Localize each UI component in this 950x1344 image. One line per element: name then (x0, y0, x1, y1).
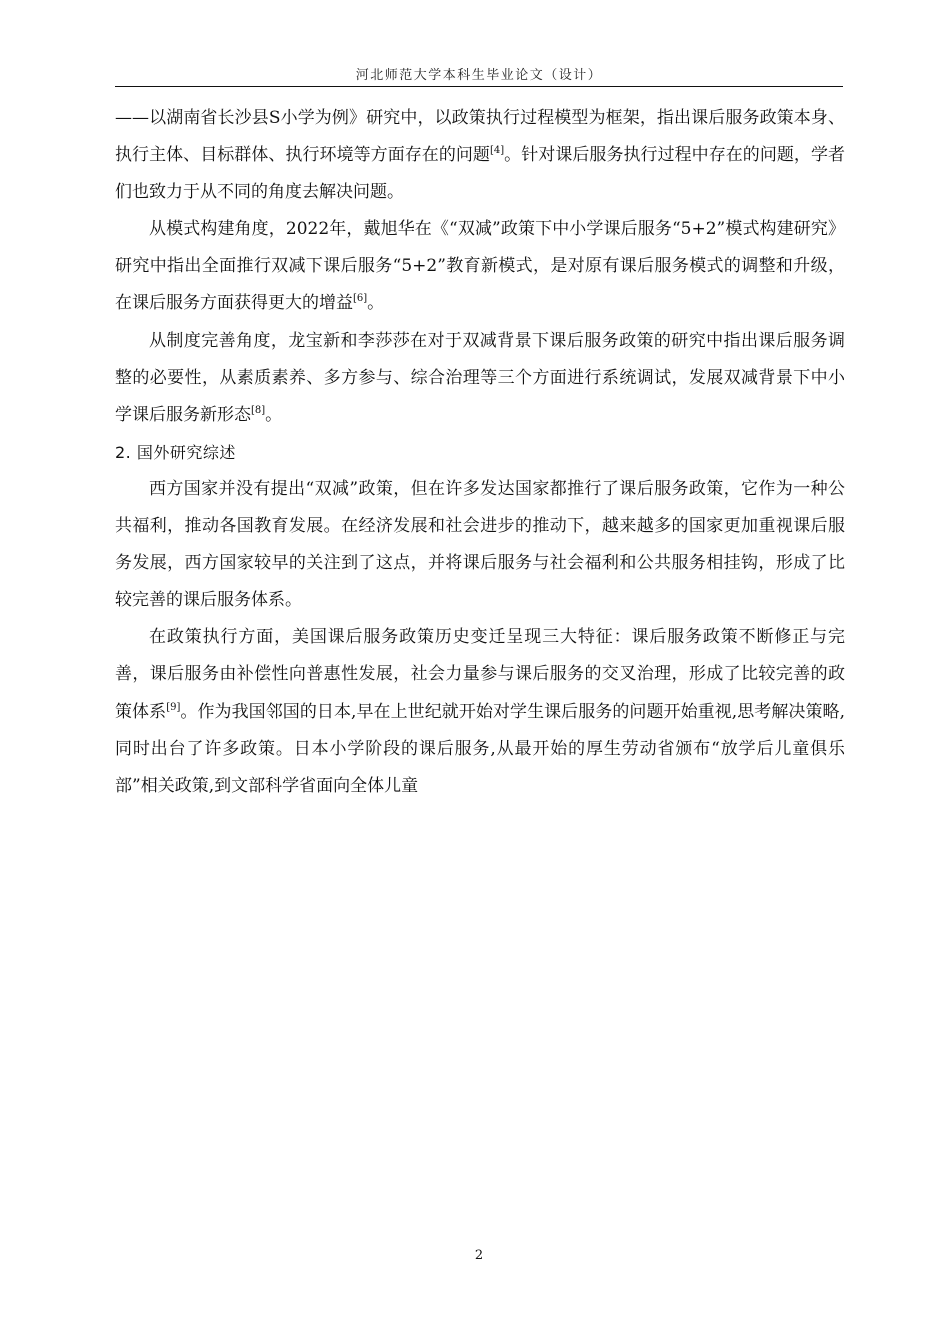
paragraph-policy-execution: 在政策执行方面，美国课后服务政策历史变迁呈现三大特征：课后服务政策不断修正与完善，课后服务由补偿性向普惠性发展，社会力量参与课后服务的交叉治理，形成了比较完善的政策体系[9]。作为我国邻国的日本,早在上世纪就开始对学生课后服务的问题开始重视,思考解决策略,同时出台了许多政策。日本小学阶段的课后服务,从最开始的厚生劳动省颁布“放学后儿童俱乐部”相关政策,到文部科学省面向全体儿童 (115, 627, 846, 796)
paragraph-continued: ——以湖南省长沙县S小学为例》研究中，以政策执行过程模型为框架，指出课后服务政策本身、执行主体、目标群体、执行环境等方面存在的问题[4]。针对课后服务执行过程中存在的问题，学者们也致力于从不同的角度去解决问题。 (115, 108, 846, 203)
section-heading: 2. 国外研究综述 (115, 442, 236, 462)
citation: [6] (353, 293, 368, 305)
paragraph-model-construction: 从模式构建角度，2022年，戴旭华在《“双减”政策下中小学课后服务“5+2”模式构建研究》研究中指出全面推行双减下课后服务“5+2”教育新模式，是对原有课后服务模式的调整和升级，在课后服务方面获得更大的增益[6]。 (115, 219, 845, 314)
running-header: 河北师范大学本科生毕业论文（设计） (355, 68, 603, 83)
citation: [8] (251, 404, 266, 416)
page-number: 2 (474, 1248, 484, 1263)
citation: [4] (489, 145, 505, 157)
citation: [9] (166, 701, 181, 713)
paragraph-foreign-overview: 西方国家并没有提出“双减”政策，但在许多发达国家都推行了课后服务政策，它作为一种公共福利，推动各国教育发展。在经济发展和社会进步的推动下，越来越多的国家更加重视课后服务发展，西方国家较早的关注到了这点，并将课后服务与社会福利和公共服务相挂钩，形成了比较完善的课后服务体系。 (115, 478, 845, 611)
body-text (115, 100, 845, 805)
header-rule (115, 86, 843, 87)
paragraph-system-improvement: 从制度完善角度，龙宝新和李莎莎在对于双减背景下课后服务政策的研究中指出课后服务调整的必要性，从素质素养、多方参与、综合治理等三个方面进行系统调试，发展双减背景下中小学课后服务新形态[8]。 (115, 330, 845, 425)
